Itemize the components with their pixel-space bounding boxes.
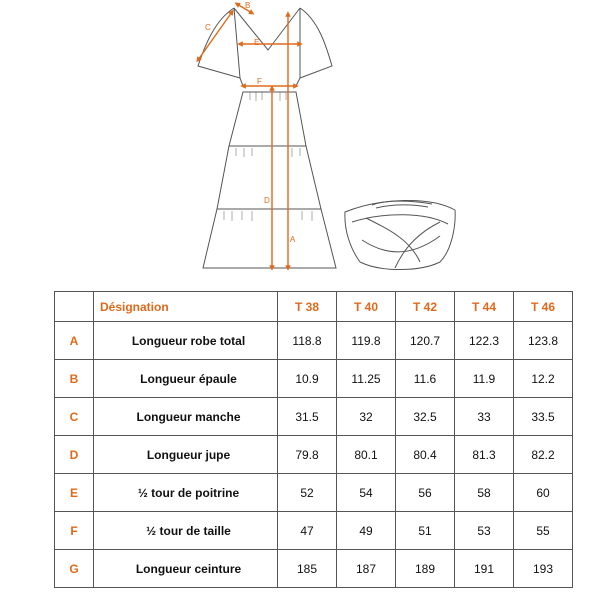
measure-c-arrow xyxy=(198,12,232,60)
row-value: 189 xyxy=(396,550,455,588)
row-value: 56 xyxy=(396,474,455,512)
measure-b-label: B xyxy=(245,1,251,10)
measure-a-label: A xyxy=(290,235,296,244)
header-corner-cell xyxy=(55,292,94,322)
row-value: 80.1 xyxy=(337,436,396,474)
row-value: 47 xyxy=(278,512,337,550)
table-header-row xyxy=(55,292,573,322)
row-value: 53 xyxy=(455,512,514,550)
row-value: 55 xyxy=(514,512,573,550)
row-value: 191 xyxy=(455,550,514,588)
row-value: 193 xyxy=(514,550,573,588)
row-label: Longueur ceinture xyxy=(94,550,278,588)
table-row xyxy=(55,398,573,436)
table-row xyxy=(55,512,573,550)
row-value: 51 xyxy=(396,512,455,550)
row-value: 82.2 xyxy=(514,436,573,474)
table-row xyxy=(55,322,573,360)
measurement-arrows xyxy=(198,4,300,268)
row-label: ½ tour de taille xyxy=(94,512,278,550)
row-value: 33 xyxy=(455,398,514,436)
header-size: T 38 xyxy=(278,292,337,322)
measure-f-label: F xyxy=(257,77,262,86)
measure-d-label: D xyxy=(264,196,270,205)
header-size: T 42 xyxy=(396,292,455,322)
row-value: 33.5 xyxy=(514,398,573,436)
size-chart-table xyxy=(54,291,573,588)
row-code: D xyxy=(55,436,94,474)
row-value: 32.5 xyxy=(396,398,455,436)
row-code: B xyxy=(55,360,94,398)
row-label: Longueur robe total xyxy=(94,322,278,360)
row-value: 52 xyxy=(278,474,337,512)
row-value: 187 xyxy=(337,550,396,588)
row-value: 10.9 xyxy=(278,360,337,398)
row-label: Longueur jupe xyxy=(94,436,278,474)
table-row xyxy=(55,436,573,474)
row-value: 118.8 xyxy=(278,322,337,360)
row-value: 32 xyxy=(337,398,396,436)
measure-c-label: C xyxy=(205,23,211,32)
row-value: 12.2 xyxy=(514,360,573,398)
row-value: 54 xyxy=(337,474,396,512)
row-code: A xyxy=(55,322,94,360)
row-value: 123.8 xyxy=(514,322,573,360)
measure-e-label: E xyxy=(254,38,260,47)
row-code: F xyxy=(55,512,94,550)
row-value: 185 xyxy=(278,550,337,588)
header-size: T 40 xyxy=(337,292,396,322)
row-value: 81.3 xyxy=(455,436,514,474)
row-value: 31.5 xyxy=(278,398,337,436)
row-value: 11.6 xyxy=(396,360,455,398)
row-value: 49 xyxy=(337,512,396,550)
table-row xyxy=(55,474,573,512)
row-value: 11.9 xyxy=(455,360,514,398)
row-value: 79.8 xyxy=(278,436,337,474)
dress-illustration xyxy=(0,0,600,290)
row-value: 11.25 xyxy=(337,360,396,398)
headband-illustration xyxy=(345,200,455,269)
row-label: Longueur manche xyxy=(94,398,278,436)
row-value: 119.8 xyxy=(337,322,396,360)
header-size: T 44 xyxy=(455,292,514,322)
row-code: G xyxy=(55,550,94,588)
row-code: C xyxy=(55,398,94,436)
row-value: 58 xyxy=(455,474,514,512)
dress-outline xyxy=(198,8,336,268)
row-value: 80.4 xyxy=(396,436,455,474)
header-size: T 46 xyxy=(514,292,573,322)
row-label: ½ tour de poitrine xyxy=(94,474,278,512)
table-row xyxy=(55,550,573,588)
row-value: 120.7 xyxy=(396,322,455,360)
row-value: 60 xyxy=(514,474,573,512)
row-label: Longueur épaule xyxy=(94,360,278,398)
header-designation: Désignation xyxy=(94,292,278,322)
row-value: 122.3 xyxy=(455,322,514,360)
row-code: E xyxy=(55,474,94,512)
table-row xyxy=(55,360,573,398)
